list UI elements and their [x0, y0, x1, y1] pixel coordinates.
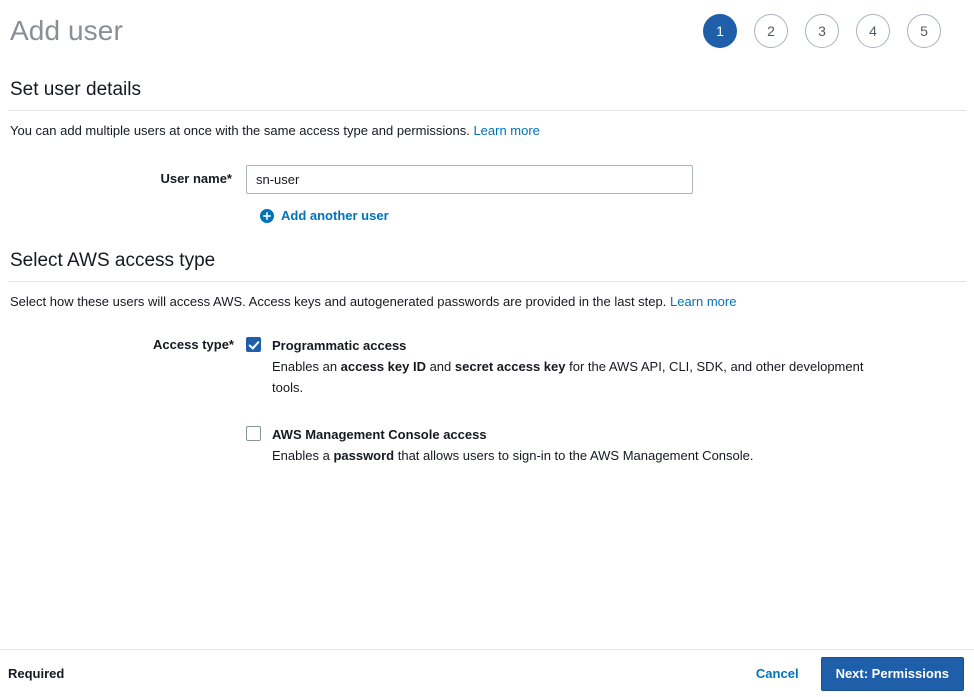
console-access-checkbox[interactable] — [246, 426, 261, 441]
step-3[interactable]: 3 — [805, 14, 839, 48]
access-type-section-header — [8, 250, 966, 282]
programmatic-desc-part3: for the AWS API, CLI, SDK, and other development tools. — [272, 359, 864, 395]
option-console-access[interactable] — [246, 424, 966, 466]
user-details-description — [8, 111, 966, 140]
add-another-user-button[interactable] — [260, 208, 389, 223]
access-type-description-text: Select how these users will access AWS. Access keys and autogenerated passwords are provided in the last step. — [10, 294, 670, 309]
username-label: User name* — [160, 171, 232, 186]
user-details-learn-more-link[interactable]: Learn more — [473, 123, 540, 138]
console-access-description — [272, 445, 754, 466]
programmatic-desc-bold1: access key ID — [340, 359, 426, 374]
username-row — [8, 165, 966, 194]
programmatic-desc-part2: and — [425, 359, 455, 374]
option-programmatic-access[interactable] — [246, 335, 966, 398]
programmatic-access-checkbox[interactable] — [246, 337, 261, 352]
programmatic-desc-bold2: secret access key — [454, 359, 566, 374]
user-details-title: Set user details — [10, 79, 141, 100]
username-input[interactable] — [246, 165, 693, 194]
page-header — [0, 0, 974, 52]
programmatic-access-text — [272, 335, 872, 398]
access-type-learn-more-link[interactable]: Learn more — [669, 294, 737, 309]
programmatic-access-description — [272, 356, 872, 398]
access-type-label: Access type* — [153, 337, 234, 352]
page-title: Add user — [10, 15, 123, 46]
plus-circle-icon — [260, 209, 274, 223]
access-type-options — [246, 335, 966, 466]
step-4[interactable]: 4 — [856, 14, 890, 48]
step-indicator — [703, 14, 941, 48]
programmatic-desc-part1: Enables an — [272, 359, 341, 374]
footer-actions — [756, 657, 964, 691]
console-access-title: AWS Management Console access — [272, 427, 487, 442]
step-2[interactable]: 2 — [754, 14, 788, 48]
step-5[interactable]: 5 — [907, 14, 941, 48]
next-permissions-button[interactable]: Next: Permissions — [821, 657, 964, 691]
console-access-text — [272, 424, 754, 466]
required-note: Required — [8, 666, 65, 681]
page-content — [0, 79, 974, 466]
programmatic-access-title: Programmatic access — [272, 338, 407, 353]
user-details-description-text: You can add multiple users at once with the same access type and permissions. — [10, 123, 474, 138]
console-desc-part1: Enables a — [272, 448, 334, 463]
add-another-user-label: Add another user — [281, 208, 389, 223]
cancel-button[interactable]: Cancel — [755, 666, 799, 681]
step-1[interactable]: 1 — [703, 14, 737, 48]
access-type-title: Select AWS access type — [10, 250, 216, 271]
console-desc-bold1: password — [333, 448, 395, 463]
console-desc-part2: that allows users to sign-in to the AWS Management Console. — [394, 448, 754, 463]
access-type-description — [8, 282, 966, 311]
user-details-section-header — [8, 79, 966, 111]
page-footer — [0, 649, 974, 697]
access-type-row — [8, 335, 966, 466]
